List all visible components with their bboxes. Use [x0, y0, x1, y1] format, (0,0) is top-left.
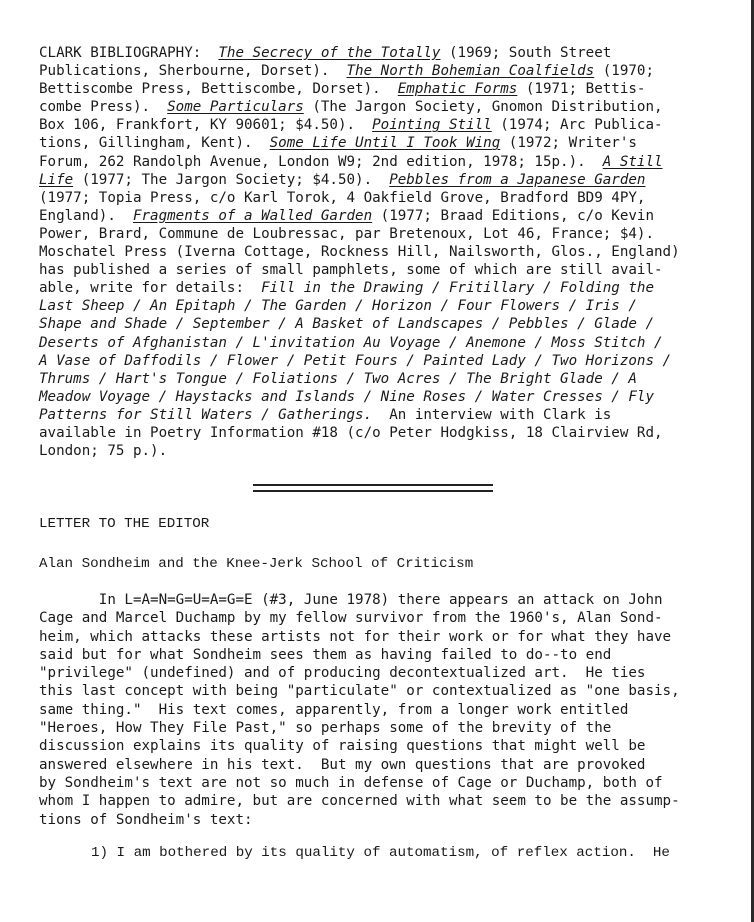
bibliography-text: An interview with Clark is available in Poetry Information #18 (c/o Peter Hodgkiss, 18 Clairview Rd, London; 75 p.).: [39, 406, 663, 460]
book-title: The Secrecy of the Totally: [218, 45, 441, 61]
bibliography-text: (1974; Arc Publica- tions, Gillingham, Kent).: [39, 117, 663, 152]
bibliography-text: (1972; Writer's Forum, 262 Randolph Avenue, London W9; 2nd edition, 1978; 15p.).: [39, 135, 637, 170]
book-title: Emphatic Forms: [397, 81, 518, 98]
book-title: Some Particulars: [167, 99, 304, 116]
section-divider: [253, 490, 493, 492]
pamphlet-list: Fill in the Drawing / Fritillary / Folding the Last Sheep / An Epitaph / The Garden / Horizon / Four Flowers / Iris / Shape and Shade / September / A Basket of Landscapes / Pebbles / Glade / Deserts of Afghanistan / L'invitation Au Voyage / Anemone / Moss Stitch / A Vase of Daffodils / Flower / Petit Fours / Painted Lady / Two Horizons / Thrums / Hart's Tongue / Foliations / Two Acres / The Bright Glade / A Meadow Voyage / Haystacks and Islands / Nine Roses / Water Cresses / Fly Patterns for Still Waters / Gatherings.: [39, 280, 672, 423]
clark-bibliography: [39, 44, 719, 460]
book-title: Pebbles from a Japanese Garden: [389, 171, 646, 188]
bibliography-text: (1977; Topia Press, c/o Karl Torok, 4 Oakfield Grove, Bradford BD9 4PY, England).: [39, 189, 646, 224]
bibliography-text: (The Jargon Society, Gnomon Distribution, Box 106, Frankfort, KY 90601; $4.50).: [39, 99, 663, 134]
letter-body: In L=A=N=G=U=A=G=E (#3, June 1978) there appears an attack on John Cage and Marcel Duchamp by my fellow survivor from the 1960's, Alan Sond- heim, which attacks these artists not for their work or for what they have said but for what Sondheim sees them as having failed to do--to end "privilege" (undefined) and of producing decontextualized art. He ties this last concept with being "particulate" or contextualized as "one basis, same thing." His text comes, apparently, from a longer work entitled "Heroes, How They File Past," so perhaps some of the brevity of the discussion explains its quality of raising questions that might well be answered elsewhere in his text. But my own questions that are provoked by Sondheim's text are not so much in defense of Cage or Duchamp, both of whom I happen to admire, but are concerned with what seem to be the assump- tions of Sondheim's text:: [39, 592, 680, 828]
section-divider: [253, 484, 493, 486]
letter-point-1: 1) I am bothered by its quality of automatism, of reflex action. He: [91, 845, 670, 861]
bibliography-text: (1977; The Jargon Society; $4.50).: [73, 171, 390, 188]
bibliography-text: (1969; South Street Publications, Sherbourne, Dorset).: [39, 45, 612, 80]
letter-title: Alan Sondheim and the Knee-Jerk School of Criticism: [39, 556, 474, 572]
book-title: Fragments of a Walled Garden: [132, 207, 373, 224]
book-title: A Still Life: [39, 153, 663, 188]
book-title: The North Bohemian Coalfields: [346, 63, 595, 80]
book-title: Some Life Until I Took Wing: [269, 135, 501, 152]
section-heading: LETTER TO THE EDITOR: [39, 516, 210, 532]
book-title: Pointing Still: [372, 117, 492, 134]
bibliography-text: CLARK BIBLIOGRAPHY:: [39, 45, 219, 61]
bibliography-text: (1971; Bettis- combe Press).: [39, 81, 646, 116]
bibliography-text: (1977; Braad Editions, c/o Kevin Power, Brard, Commune de Loubressac, par Bretenoux, Lot 46, France; $4). Moschatel Press (Iverna Cottage, Rockness Hill, Nailsworth, Glos., England) has published a series of small pamphlets, some of which are still avail- able, write for details:: [39, 207, 680, 297]
bibliography-text: (1970; Bettiscombe Press, Bettiscombe, Dorset).: [39, 63, 655, 98]
